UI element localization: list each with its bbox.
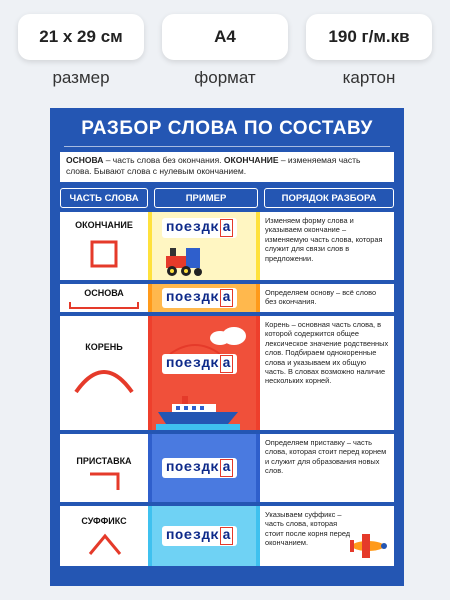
cloud-icon bbox=[206, 326, 250, 346]
intro-ending-text: – изменяемая часть слова. Бывают слова с нулевым окончанием. bbox=[66, 155, 361, 176]
example-word-suffix bbox=[162, 526, 237, 546]
word-ending: а bbox=[222, 290, 232, 306]
poster-bottom-strip bbox=[50, 570, 404, 586]
word-stem: поездк bbox=[166, 528, 220, 544]
description-root: Корень – основная часть слова, в которой содержится общее лексическое значение родственных слов. Подбираем однокоренные слова и указываем их общую часть. В словах возможно наличие нескольких корней. bbox=[260, 316, 394, 430]
prefix-corner-icon bbox=[88, 470, 122, 492]
ending-square-icon bbox=[90, 240, 118, 268]
table-row-root bbox=[60, 316, 394, 430]
word-stem: поездк bbox=[166, 220, 220, 236]
description-suffix-text: Указываем суффикс – часть слова, которая стоит после корня перед окончанием. bbox=[265, 510, 351, 548]
part-cell-ending bbox=[60, 212, 148, 280]
header-part: ЧАСТЬ СЛОВА bbox=[60, 188, 148, 208]
part-cell-prefix bbox=[60, 434, 148, 502]
example-word-prefix bbox=[162, 458, 237, 478]
header-order: ПОРЯДОК РАЗБОРА bbox=[264, 188, 394, 208]
part-cell-root bbox=[60, 316, 148, 430]
part-cell-base bbox=[60, 284, 148, 312]
spec-row bbox=[0, 14, 450, 94]
example-cell-root bbox=[152, 316, 256, 430]
description-base: Определяем основу – всё слово без окончания. bbox=[260, 284, 394, 312]
spec-size bbox=[18, 14, 144, 88]
word-ending: а bbox=[222, 220, 232, 236]
poster-title: РАЗБОР СЛОВА ПО СОСТАВУ bbox=[81, 118, 373, 139]
intro-base-term: ОСНОВА bbox=[66, 155, 104, 165]
example-word-root bbox=[162, 354, 237, 374]
ship-icon bbox=[156, 392, 240, 430]
spec-format-caption: формат bbox=[194, 68, 256, 87]
part-label-suffix: СУФФИКС bbox=[81, 516, 127, 526]
word-stem: поездк bbox=[166, 460, 220, 476]
spec-paper-value: 190 г/м.кв bbox=[306, 14, 432, 60]
spec-size-value: 21 x 29 см bbox=[18, 14, 144, 60]
example-cell-base bbox=[152, 284, 256, 312]
part-cell-suffix bbox=[60, 506, 148, 566]
description-prefix: Определяем приставку – часть слова, которая стоит перед корнем и служит для образования новых слов. bbox=[260, 434, 394, 502]
spec-size-caption: размер bbox=[52, 68, 110, 87]
spec-format bbox=[162, 14, 288, 88]
title-divider bbox=[64, 146, 390, 147]
table-row-base bbox=[60, 284, 394, 312]
root-arc-icon bbox=[72, 360, 136, 394]
word-ending: а bbox=[222, 528, 232, 544]
intro-base-text: – часть слова без окончания. bbox=[103, 155, 224, 165]
table-row-suffix bbox=[60, 506, 394, 566]
word-ending: а bbox=[222, 460, 232, 476]
intro-text bbox=[60, 152, 394, 182]
part-label-base: ОСНОВА bbox=[84, 288, 124, 298]
word-stem: поездк bbox=[166, 290, 220, 306]
spec-paper bbox=[306, 14, 432, 88]
description-suffix bbox=[260, 506, 394, 566]
table-row-prefix bbox=[60, 434, 394, 502]
part-label-prefix: ПРИСТАВКА bbox=[76, 456, 132, 466]
header-example: ПРИМЕР bbox=[154, 188, 258, 208]
suffix-caret-icon bbox=[86, 532, 124, 556]
word-stem: поездк bbox=[166, 356, 220, 372]
example-cell-suffix bbox=[152, 506, 256, 566]
train-icon bbox=[162, 244, 210, 278]
example-cell-ending bbox=[152, 212, 256, 280]
intro-ending-term: ОКОНЧАНИЕ bbox=[223, 155, 279, 165]
airplane-icon bbox=[346, 526, 390, 562]
spec-format-value: A4 bbox=[162, 14, 288, 60]
example-word-base bbox=[162, 288, 237, 308]
example-cell-prefix bbox=[152, 434, 256, 502]
poster bbox=[50, 108, 404, 586]
spec-paper-caption: картон bbox=[342, 68, 396, 87]
word-ending: а bbox=[222, 356, 232, 372]
example-word-ending bbox=[162, 218, 237, 238]
table-row-ending bbox=[60, 212, 394, 280]
base-bracket-icon bbox=[68, 300, 140, 310]
part-label-ending: ОКОНЧАНИЕ bbox=[75, 220, 133, 230]
part-label-root: КОРЕНЬ bbox=[85, 342, 123, 352]
table-header bbox=[60, 188, 394, 208]
description-ending: Изменяем форму слова и указываем окончание – изменяемую часть слова, которая служит для связи слов в предложении. bbox=[260, 212, 394, 280]
